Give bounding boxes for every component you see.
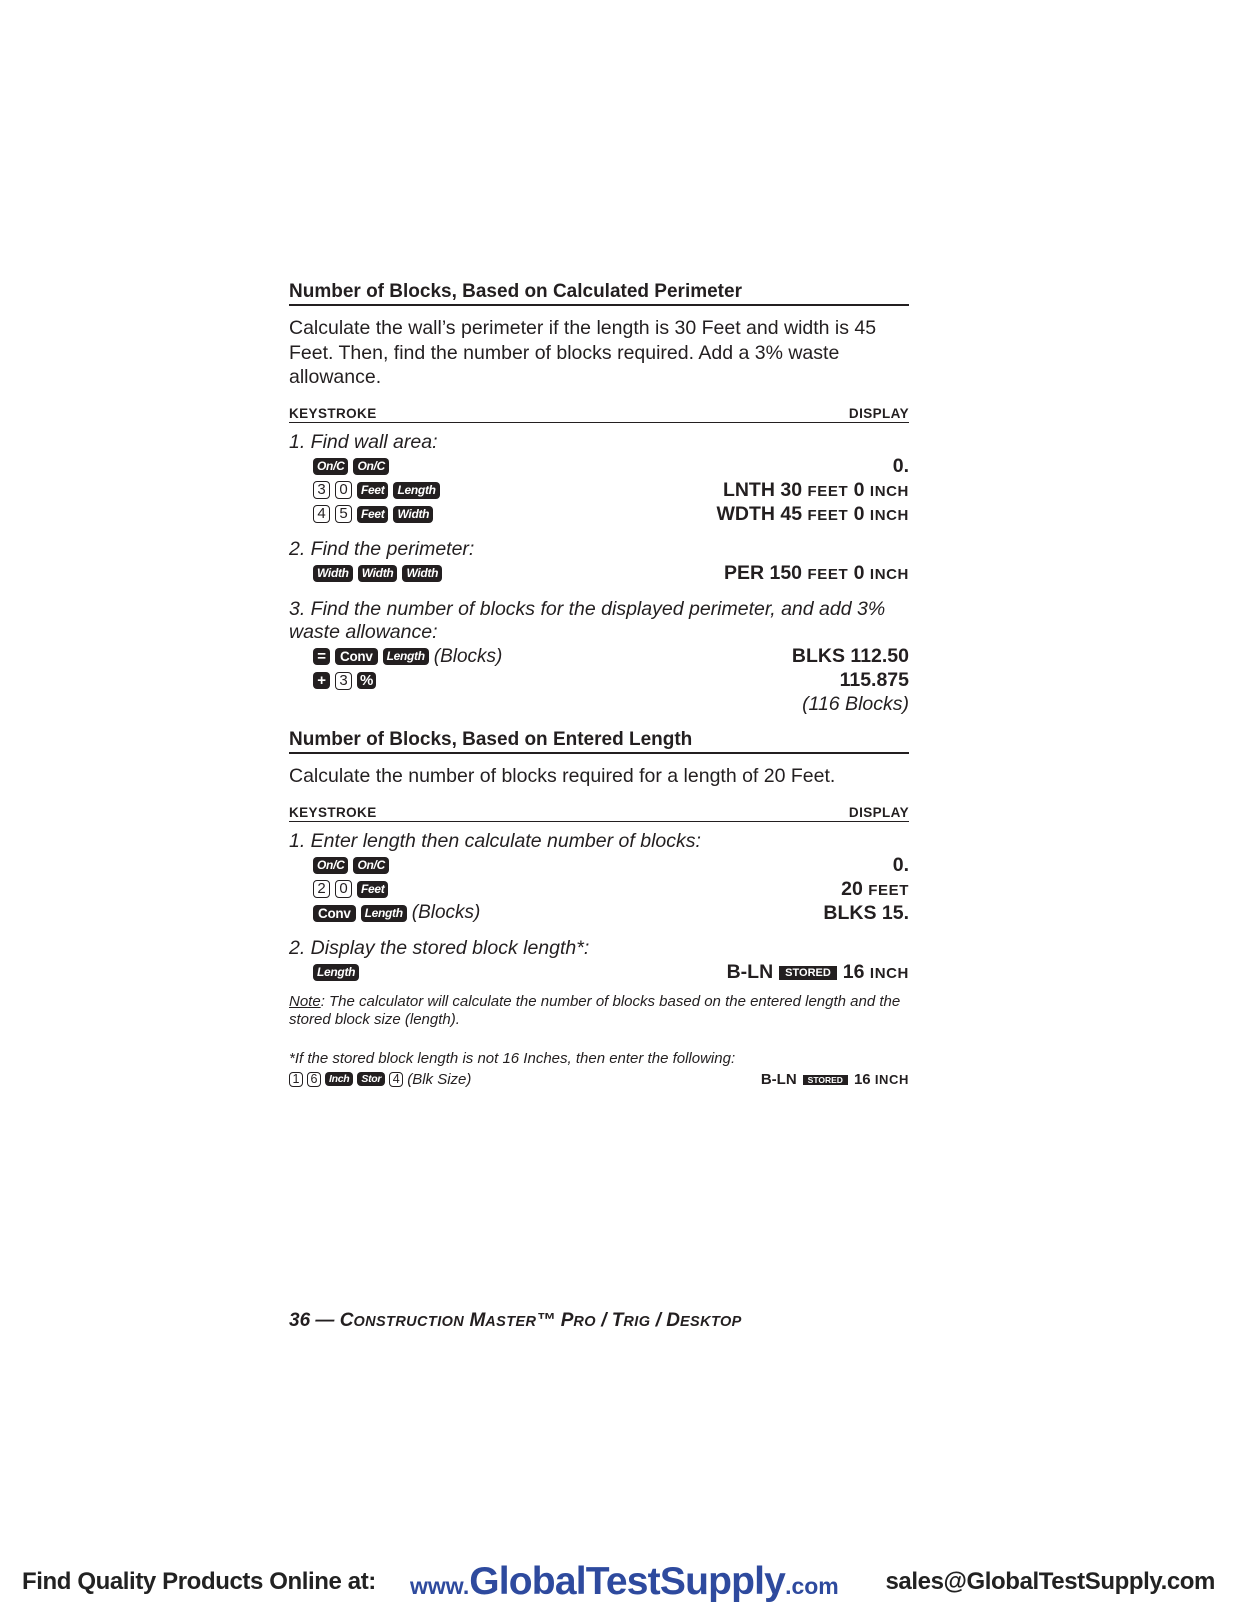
- note-text: : The calculator will calculate the number of blocks based on the entered length and the stored block size (length).: [289, 992, 901, 1028]
- url-suffix: .com: [785, 1573, 839, 1599]
- display-main: B-LN: [726, 961, 774, 983]
- display-value: [724, 562, 909, 585]
- display-main: 0: [853, 562, 865, 584]
- on-c-key: On/C: [353, 458, 388, 475]
- url-prefix: www.: [410, 1573, 470, 1599]
- display-header: DISPLAY: [848, 405, 909, 421]
- stored-indicator: STORED: [779, 966, 837, 980]
- display-value: [716, 503, 909, 526]
- feet-key: Feet: [357, 482, 388, 499]
- display-unit: INCH: [869, 965, 909, 982]
- width-key: Width: [358, 565, 398, 582]
- plus-key: +: [313, 672, 330, 689]
- display-main: WDTH 45: [716, 502, 803, 525]
- digit-6-key: 6: [307, 1072, 321, 1087]
- step-label: 1. Find wall area:: [289, 430, 438, 453]
- display-main: 0: [853, 478, 865, 501]
- keystroke-row: [289, 562, 909, 586]
- section-entered-length: [289, 729, 909, 1090]
- digit-0-key: 0: [335, 481, 352, 499]
- page-number: 36 —: [289, 1310, 340, 1331]
- display-unit: INCH: [874, 1071, 909, 1087]
- promo-banner: [0, 1560, 1237, 1603]
- step-label: 2. Find the perimeter:: [289, 538, 475, 560]
- banner-tagline: Find Quality Products Online at:: [22, 1568, 376, 1595]
- blocks-label: (Blocks): [411, 902, 481, 923]
- display-main: 20: [841, 877, 863, 900]
- footer-text: M: [464, 1310, 486, 1331]
- step-label: 2. Display the stored block length*:: [289, 937, 590, 959]
- width-key: Width: [313, 565, 353, 582]
- display-main: B-LN: [760, 1070, 797, 1088]
- keystroke-header: KEYSTROKE: [289, 405, 377, 421]
- digit-5-key: 5: [335, 505, 352, 523]
- stor-key: Stor: [357, 1072, 385, 1086]
- digit-3-key: 3: [335, 672, 352, 690]
- display-unit: FEET: [807, 506, 849, 524]
- display-main: LNTH 30: [722, 478, 803, 501]
- footer-text: / T: [595, 1310, 624, 1331]
- on-c-key: On/C: [353, 857, 388, 874]
- keystroke-row: [289, 645, 909, 669]
- display-value: [723, 479, 909, 502]
- website-link[interactable]: [410, 1560, 839, 1604]
- keystroke-row: [289, 478, 909, 502]
- footer-text: / D: [650, 1310, 680, 1331]
- intro-paragraph: Calculate the wall’s perimeter if the length is 30 Feet and width is 45 Feet. Then, find the number of blocks required. Add a 3% waste allowance.: [289, 317, 877, 388]
- display-value: BLKS 112.50: [791, 645, 909, 667]
- length-key: Length: [393, 482, 439, 499]
- display-value: 0.: [892, 853, 909, 876]
- blk-size-label: (Blk Size): [407, 1070, 472, 1088]
- display-unit: FEET: [807, 482, 849, 500]
- note-label: Note: [289, 992, 321, 1010]
- feet-key: Feet: [357, 881, 388, 898]
- display-main: 16: [853, 1070, 871, 1088]
- url-main: GlobalTestSupply: [469, 1560, 786, 1603]
- length-key: Length: [383, 648, 429, 665]
- note: [289, 993, 909, 1030]
- page-footer: [289, 1310, 742, 1332]
- display-value: [841, 878, 909, 901]
- step-label: 1. Enter length then calculate number of blocks:: [289, 829, 701, 852]
- display-unit: FEET: [807, 566, 849, 583]
- inch-key: Inch: [325, 1072, 353, 1086]
- section-title: Number of Blocks, Based on Calculated Perimeter: [289, 281, 909, 306]
- display-main: 0: [853, 502, 865, 525]
- display-value: [761, 1071, 909, 1088]
- keystroke-row: [289, 901, 909, 925]
- sales-email-link[interactable]: sales@GlobalTestSupply.com: [885, 1568, 1215, 1595]
- table-header: [289, 406, 909, 423]
- conv-key: Conv: [313, 905, 356, 922]
- keystroke-row: [289, 853, 909, 877]
- footer-text: ESKTOP: [679, 1314, 742, 1330]
- intro-paragraph: Calculate the number of blocks required for a length of 20 Feet.: [289, 765, 836, 787]
- display-value: 115.875: [839, 669, 909, 691]
- footer-text: ASTER: [485, 1314, 537, 1330]
- blocks-result: (116 Blocks): [802, 693, 909, 715]
- blocks-label: (Blocks): [433, 645, 503, 667]
- width-key: Width: [393, 506, 433, 523]
- digit-0-key: 0: [335, 880, 352, 898]
- conv-key: Conv: [335, 648, 378, 665]
- display-unit: FEET: [868, 881, 909, 899]
- digit-3-key: 3: [313, 481, 330, 499]
- keystroke-row: [289, 669, 909, 693]
- section-title: Number of Blocks, Based on Entered Length: [289, 729, 909, 754]
- display-unit: INCH: [869, 482, 909, 500]
- display-value: [727, 961, 909, 984]
- display-unit: INCH: [869, 506, 909, 524]
- percent-key: %: [357, 672, 376, 689]
- display-value: 0.: [892, 454, 909, 477]
- digit-4-key: 4: [313, 505, 330, 523]
- keystroke-row: [289, 454, 909, 478]
- keystroke-row: [289, 693, 909, 717]
- display-value: BLKS 15.: [823, 901, 909, 924]
- display-main: 16: [842, 961, 865, 983]
- feet-key: Feet: [357, 506, 388, 523]
- digit-2-key: 2: [313, 880, 330, 898]
- length-key: Length: [313, 964, 359, 981]
- footnote: *If the stored block length is not 16 Inches, then enter the following:: [289, 1049, 736, 1067]
- footer-text: ONSTRUCTION: [353, 1314, 465, 1330]
- footer-text: C: [339, 1310, 354, 1331]
- display-unit: INCH: [869, 566, 909, 583]
- table-header: [289, 805, 909, 822]
- section-perimeter: [289, 281, 909, 717]
- equals-key: =: [313, 648, 330, 665]
- keystroke-header: KEYSTROKE: [289, 804, 377, 820]
- stored-indicator: STORED: [803, 1075, 848, 1085]
- keystroke-row: [289, 961, 909, 985]
- display-header: DISPLAY: [848, 804, 909, 820]
- width-key: Width: [402, 565, 442, 582]
- keystroke-row: [289, 877, 909, 901]
- digit-1-key: 1: [289, 1072, 303, 1087]
- digit-4-key: 4: [389, 1072, 403, 1087]
- on-c-key: On/C: [313, 857, 348, 874]
- on-c-key: On/C: [313, 458, 348, 475]
- keystroke-row: [289, 1068, 909, 1090]
- footer-text: RO: [573, 1314, 596, 1330]
- keystroke-row: [289, 502, 909, 526]
- footer-text: ™ P: [536, 1310, 574, 1331]
- display-main: PER 150: [723, 562, 803, 584]
- length-key: Length: [361, 905, 407, 922]
- footer-text: RIG: [623, 1314, 651, 1330]
- step-label: 3. Find the number of blocks for the displayed perimeter, and add 3% waste allowance:: [289, 597, 886, 643]
